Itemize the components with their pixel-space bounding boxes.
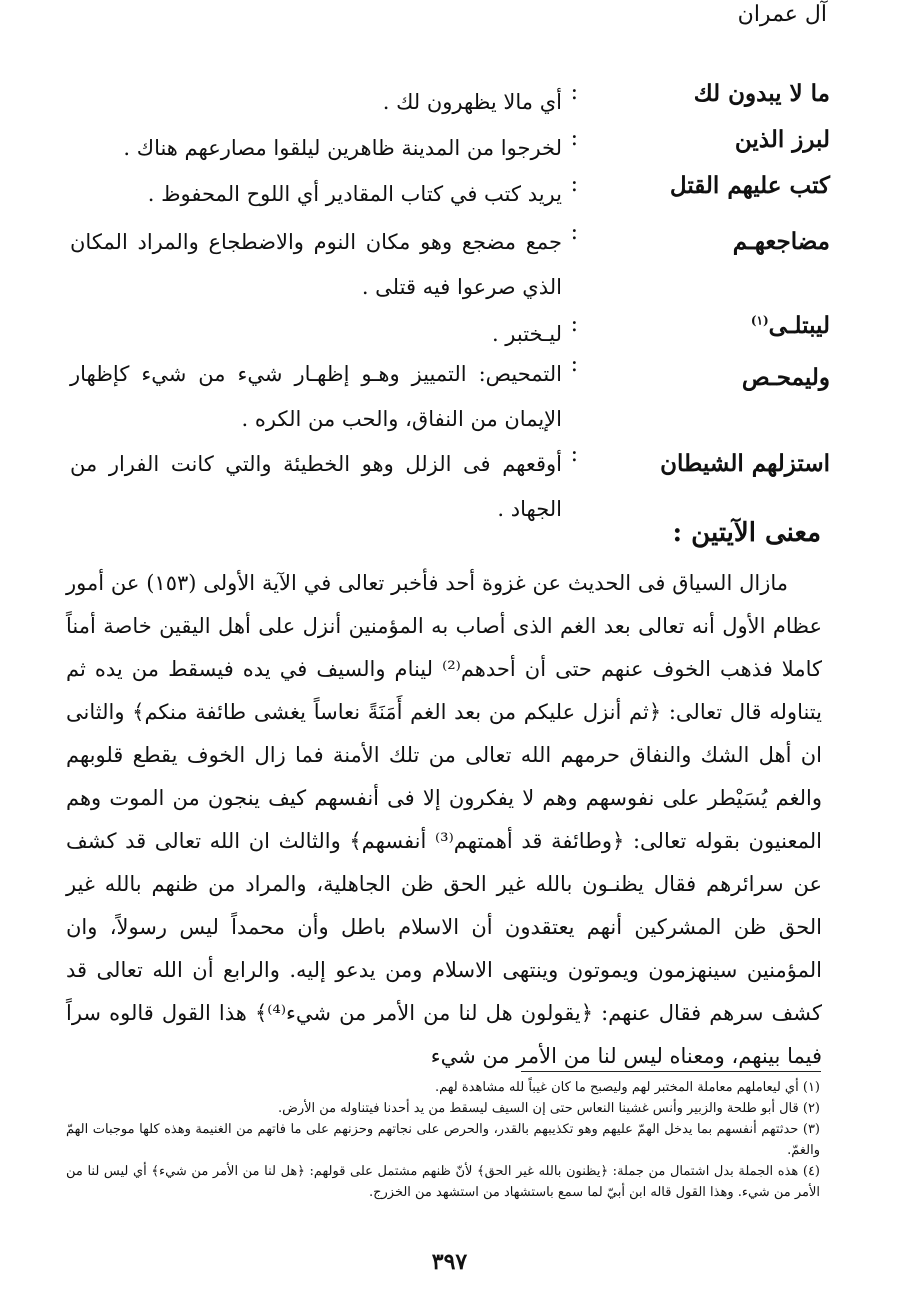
- glossary-colon: :: [570, 352, 578, 377]
- glossary-definition: أوقعهم فى الزلل وهو الخطيئة والتي كانت الفرار من الجهاد .: [70, 452, 562, 521]
- glossary-definition: يريد كتب في كتاب المقادير أي اللوح المحفوظ .: [147, 182, 562, 206]
- glossary-term-text: ليبتلـى: [768, 312, 830, 339]
- glossary-colon: :: [570, 312, 578, 337]
- glossary-term: ما لا يبدون لك: [693, 80, 830, 107]
- glossary-colon: :: [570, 126, 578, 151]
- glossary-term: [680, 312, 830, 339]
- glossary-colon: :: [570, 80, 578, 105]
- footnotes: [66, 1077, 820, 1203]
- footnote: (١) أي ليعاملهم معاملة المختبر لهم وليصبح ما كان غيباً لله مشاهدة لهم.: [434, 1080, 820, 1095]
- glossary-definition: أي مالا يظهرون لك .: [382, 90, 562, 114]
- commentary-body: [66, 562, 822, 1078]
- footnote-divider: [521, 1071, 821, 1072]
- glossary-definition: جمع مضجع وهو مكان النوم والاضطجاع والمراد المكان الذي صرعوا فيه قتلى .: [70, 230, 562, 299]
- footnote: (٤) هذه الجملة بدل اشتمال من جملة: ﴿يظنون بالله غير الحق﴾ لأنّ ظنهم مشتمل على قولهم: ﴿هل لنا من الأمر من شيء﴾ أي ليس لنا من الأمر من شيء. وهذا القول قاله ابن أبيّ لما سمع باستشهاد من استشهد من الخزرج.: [66, 1164, 820, 1200]
- footnote-marker: (١): [750, 313, 769, 328]
- glossary-term: وليمحـص: [741, 364, 830, 391]
- page-number: ٣٩٧: [431, 1249, 468, 1275]
- commentary-paragraph: مازال السياق فى الحديث عن غزوة أحد فأخبر تعالى في الآية الأولى (١٥٣) عن أمور عظام الأول أنه تعالى بعد الغم الذى أصاب به المؤمنين أنزل على أهل اليقين خاصة أمناً كاملا فذهب الخوف عنهم حتى أن أحدهم⁽²⁾ لينام والسيف في يده فيسقط من يده ثم يتناوله قال تعالى: ﴿ثم أنزل عليكم من بعد الغم أَمَنَةً نعاساً يغشى طائفة منكم﴾ والثانى ان أهل الشك والنفاق حرمهم الله تعالى من تلك الأمنة فما زال الخوف يقطع قلوبهم والغم يُسَيْطر على نفوسهم وهم لا يفكرون إلا فى أنفسهم كيف ينجون من الموت وهم المعنيون بقوله تعالى: ﴿وطائفة قد أهمتهم⁽³⁾ أنفسهم﴾ والثالث ان الله تعالى قد كشف عن سرائرهم فقال يظنـون بالله غير الحق ظن الجاهلية، والمراد من ظنهم بالله غير الحق ظن المشركين أنهم يعتقدون أن الاسلام باطل وأن محمداً ليس رسولاً، وان المؤمنين سينهزمون ويموتون وينتهى الاسلام ومن يدعو إليه. والرابع أن الله تعالى قد كشف سرهم فقال عنهم: ﴿يقولون هل لنا من الأمر من شيء⁽⁴⁾﴾ هذا القول قالوه سراً فيما بينهم، ومعناه ليس لنا من الأمر من شيء: [66, 571, 822, 1068]
- glossary-term: لبرز الذين: [734, 126, 830, 153]
- glossary-colon: :: [570, 220, 578, 245]
- footnote: (٢) قال أبو طلحة والزبير وأنس غشينا النعاس حتى إن السيف ليسقط من يد أحدنا فيتناوله من الأرض.: [278, 1101, 820, 1116]
- glossary-colon: :: [570, 172, 578, 197]
- glossary-colon: :: [570, 442, 578, 467]
- glossary-term: مضاجعهـم: [732, 228, 830, 255]
- glossary-definition: التمحيص: التمييز وهـو إظهـار شيء من شيء كإظهار الإيمان من النفاق، والحب من الكره .: [70, 362, 562, 431]
- glossary-term: كتب عليهم القتل: [669, 172, 830, 199]
- glossary-term: استزلهم الشيطان: [660, 450, 830, 477]
- glossary-definition: ليـختبر .: [491, 322, 562, 346]
- glossary-definition: لخرجوا من المدينة ظاهرين ليلقوا مصارعهم هناك .: [123, 136, 562, 160]
- footnote: (٣) حدثتهم أنفسهم بما يدخل الهمّ عليهم وهو تكذيبهم بالقدر، والحرص على نجاتهم وحزنهم على ما فاتهم من الغنيمة وهذه كلها موجبات الهمّ والغمّ.: [66, 1122, 820, 1158]
- section-heading: معنى الآيتين :: [672, 518, 821, 548]
- running-title: آل عمران: [737, 2, 827, 27]
